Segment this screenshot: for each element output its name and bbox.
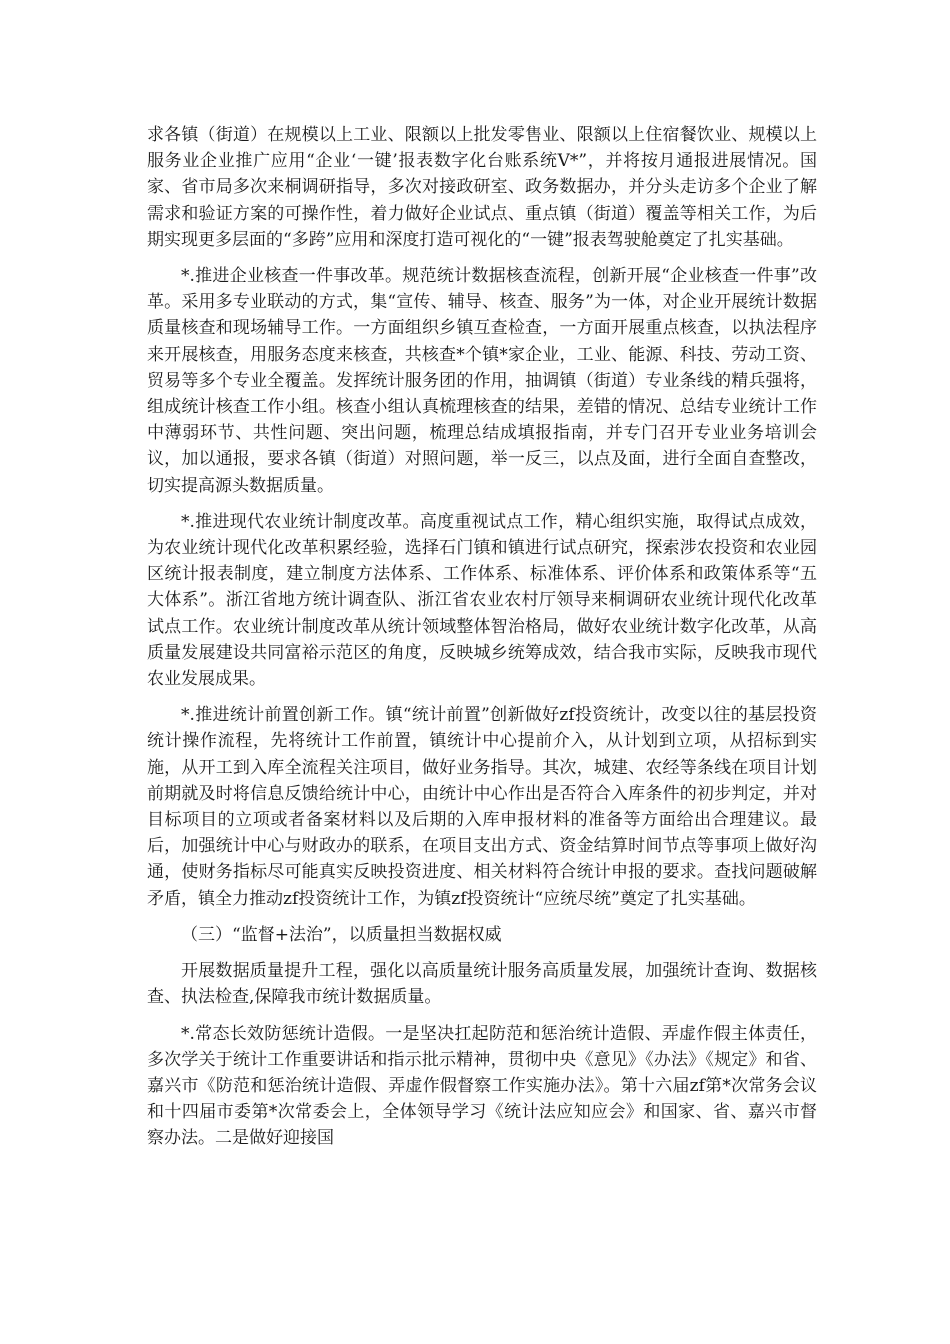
paragraph-enterprise-inspection-reform: *.推进企业核查一件事改革。规范统计数据核查流程，创新开展“企业核查一件事”改革。采用多专业联动的方式，集“宣传、辅导、核查、服务”为一体，对企业开展统计数据质量核查和现场辅导工作。一方面组织乡镇互查检查，一方面开展重点核查，以执法程序来开展核查，用服务态度来核查，共核查*个镇*家企业，工业、能源、科技、劳动工资、贸易等多个专业全覆盖。发挥统计服务团的作用，抽调镇（街道）专业条线的精兵强将，组成统计核查工作小组。核查小组认真梳理核查的结果，差错的情况、总结专业统计工作中薄弱环节、共性问题、突出问题，梳理总结成填报指南，并专门召开专业业务培训会议，加以通报，要求各镇（街道）对照问题，举一反三，以点及面，进行全面自查整改，切实提高源头数据质量。 <box>147 266 817 496</box>
document-body <box>147 122 817 1162</box>
paragraph-continued: 求各镇（街道）在规模以上工业、限额以上批发零售业、限额以上住宿餐饮业、规模以上服务业企业推广应用“企业‘一键’报表数字化台账系统V*”，并将按月通报进展情况。国家、省市局多次来桐调研指导，多次对接政研室、政务数据办，并分头走访多个企业了解需求和验证方案的可操作性，着力做好企业试点、重点镇（街道）覆盖等相关工作，为后期实现更多层面的“多跨”应用和深度打造可视化的“一键”报表驾驶舱奠定了扎实基础。 <box>147 125 817 250</box>
paragraph-anti-fraud: *.常态长效防惩统计造假。一是坚决扛起防范和惩治统计造假、弄虚作假主体责任，多次学关于统计工作重要讲话和指示批示精神，贯彻中央《意见》《办法》《规定》和省、嘉兴市《防范和惩治统计造假、弄虚作假督察工作实施办法》。第十六届zf第*次常务会议和十四届市委第*次常委会上，全体领导学习《统计法应知应会》和国家、省、嘉兴市督察办法。二是做好迎接国 <box>147 1023 817 1149</box>
paragraph-agriculture-statistics-reform: *.推进现代农业统计制度改革。高度重视试点工作，精心组织实施，取得试点成效，为农业统计现代化改革积累经验，选择石门镇和镇进行试点研究，探索涉农投资和农业园区统计报表制度，建立制度方法体系、工作体系、标准体系、评价体系和政策体系等“五大体系”。浙江省地方统计调查队、浙江省农业农村厅领导来桐调研农业统计现代化改革试点工作。农业统计制度改革从统计领域整体智治格局，做好农业统计数字化改革，从高质量发展建设共同富裕示范区的角度，反映城乡统筹成效，结合我市实际，反映我市现代农业发展成果。 <box>147 511 817 690</box>
section-heading-supervision-rule-of-law: （三）“监督+法治”，以质量担当数据权威 <box>181 924 502 945</box>
paragraph-data-quality-project: 开展数据质量提升工程，强化以高质量统计服务高质量发展，加强统计查询、数据核查、执法检查,保障我市统计数据质量。 <box>147 961 817 1008</box>
paragraph-statistics-preposition: *.推进统计前置创新工作。镇“统计前置”创新做好zf投资统计，改变以往的基层投资统计操作流程，先将统计工作前置，镇统计中心提前介入，从计划到立项，从招标到实施，从开工到入库全流程关注项目，做好业务指导。其次，城建、农经等条线在项目计划前期就及时将信息反馈给统计中心，由统计中心作出是否符合入库条件的初步判定，并对目标项目的立项或者备案材料以及后期的入库申报材料的准备等方面给出合理建议。最后，加强统计中心与财政办的联系，在项目支出方式、资金结算时间节点等事项上做好沟通，使财务指标尽可能真实反映投资进度、相关材料符合统计申报的要求。查找问题破解矛盾，镇全力推动zf投资统计工作，为镇zf投资统计“应统尽统”奠定了扎实基础。 <box>147 705 817 909</box>
